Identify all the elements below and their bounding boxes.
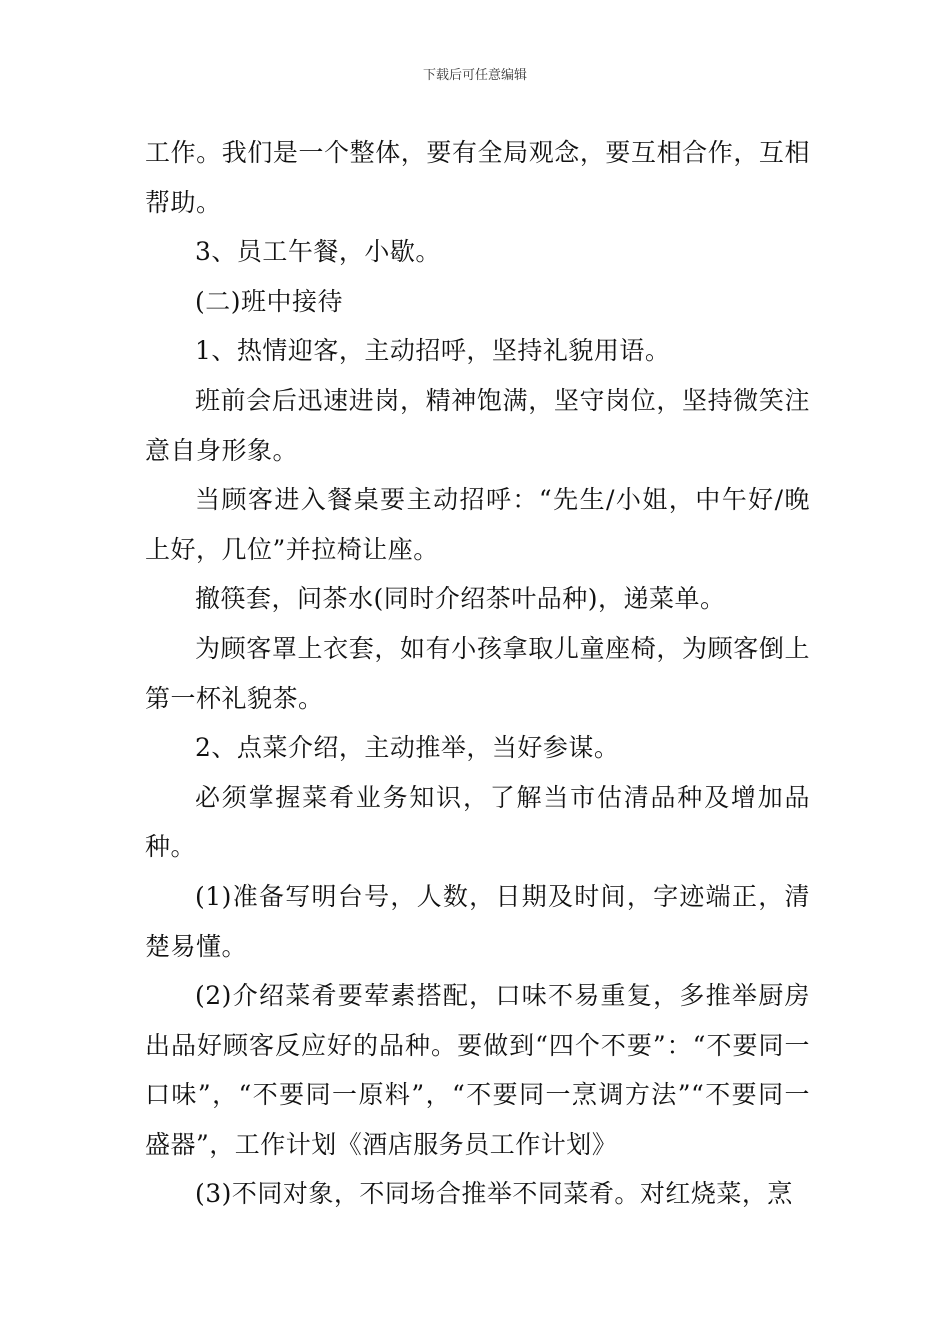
paragraph: (1)准备写明台号，人数，日期及时间，字迹端正，清楚易懂。: [145, 881, 810, 961]
paragraph: (2)介绍菜肴要荤素搭配，口味不易重复，多推举厨房出品好顾客反应好的品种。要做到“四个不要”：“不要同一口味”，“不要同一原料”，“不要同一烹调方法”“不要同一盛器”，工作计划《酒店服务员工作计划》: [145, 981, 810, 1159]
paragraph: 1、热情迎客，主动招呼，坚持礼貌用语。: [195, 336, 671, 366]
paragraph: (3)不同对象，不同场合推举不同菜肴。对红烧菜，烹: [195, 1179, 793, 1209]
paragraph: 工作。我们是一个整体，要有全局观念，要互相合作，互相帮助。: [145, 138, 810, 217]
paragraph: 必须掌握菜肴业务知识，了解当市估清品种及增加品种。: [145, 782, 810, 862]
document-body: [145, 128, 810, 1219]
paragraph: 班前会后迅速进岗，精神饱满，坚守岗位，坚持微笑注意自身形象。: [145, 385, 810, 465]
paragraph: 2、点菜介绍，主动推举，当好参谋。: [195, 733, 620, 763]
paragraph: 为顾客罩上衣套，如有小孩拿取儿童座椅，为顾客倒上第一杯礼貌茶。: [145, 633, 810, 713]
paragraph: (二)班中接待: [195, 286, 344, 316]
page-header: 下载后可任意编辑: [422, 68, 527, 83]
paragraph: 撤筷套，问茶水(同时介绍茶叶品种)，递菜单。: [195, 584, 726, 614]
paragraph: 3、员工午餐，小歇。: [195, 237, 441, 267]
paragraph: 当顾客进入餐桌要主动招呼：“先生/小姐，中午好/晚上好，几位”并拉椅让座。: [145, 485, 810, 564]
